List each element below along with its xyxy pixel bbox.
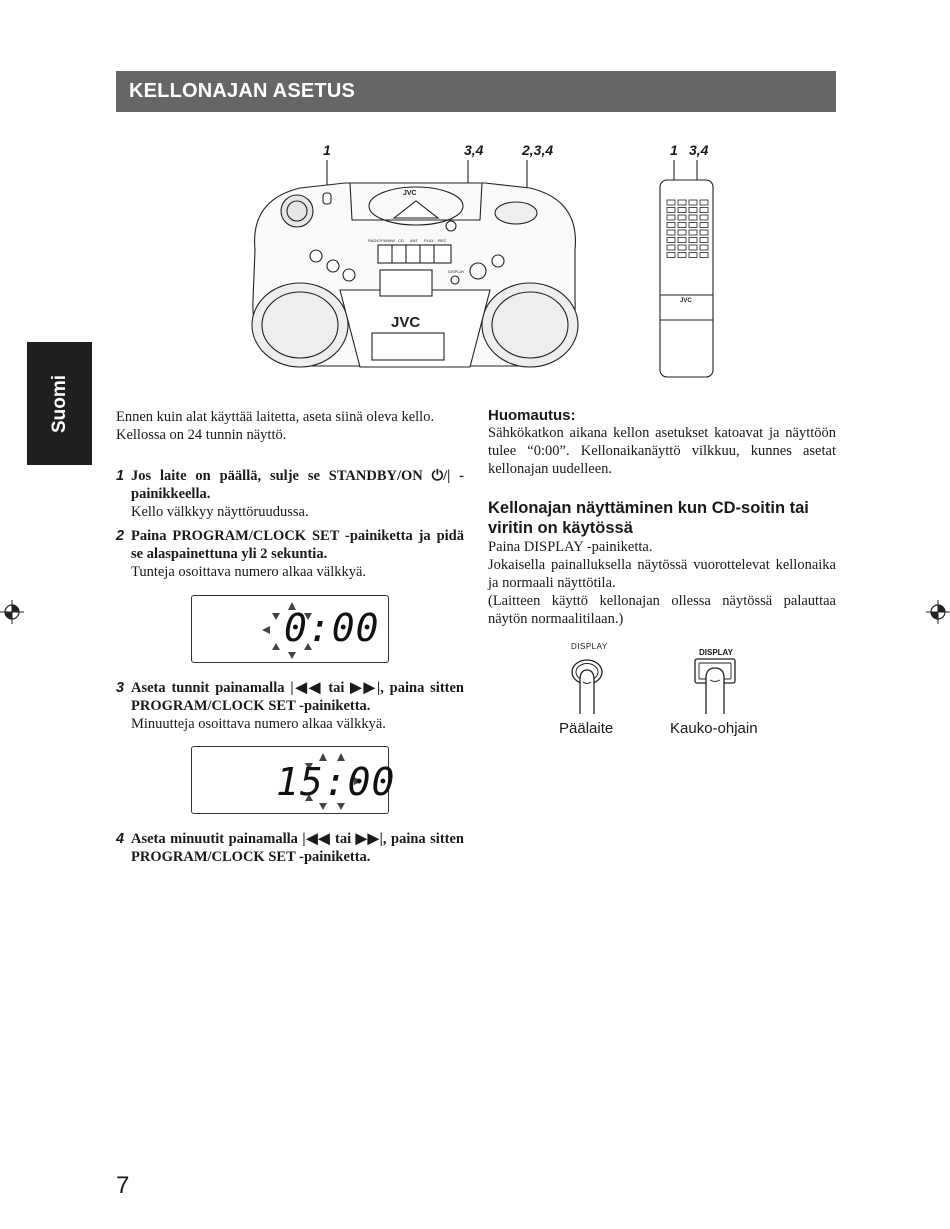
remote-key	[689, 238, 697, 243]
remote-key	[667, 253, 675, 258]
note-text: Sähkökatkon aikana kellon asetukset katoavat ja näyttöön tulee “0:00”. Kellonaikanäyttö vilkkuu, kunnes asetat kellonajan uudelleen.	[488, 425, 836, 477]
step-instruction: Paina PROGRAM/CLOCK SET -painiketta ja pidä se alaspainettuna yli 2 sekuntia.	[131, 528, 464, 562]
step-1	[116, 467, 464, 521]
remote-display-label: DISPLAY	[699, 648, 733, 657]
lcd-display-minutes	[191, 746, 396, 814]
step-number: 2	[116, 528, 125, 544]
remote-key	[700, 200, 708, 205]
section-line-2: Jokaisella painalluksella näytössä vuorottelevat kellonaika ja normaali näyttötila.	[488, 557, 836, 591]
step-instruction: Jos laite on päällä, sulje se STANDBY/ON ⏻/| -painikkeella.	[131, 468, 464, 502]
brand-logo-small: JVC	[403, 190, 417, 197]
remote-key	[678, 208, 686, 213]
callout-remote-1: 1	[670, 142, 678, 158]
callout-remote-3-4: 3,4	[689, 142, 709, 158]
remote-key	[678, 200, 686, 205]
remote-key	[700, 208, 708, 213]
remote-key	[667, 230, 675, 235]
panel-label-cd: CD	[398, 238, 404, 243]
callout-2-3-4: 2,3,4	[522, 142, 554, 158]
section-line-3: (Laitteen käyttö kellonajan ollessa näytössä palauttaa näytön normaalitilaan.)	[488, 593, 836, 627]
remote-key	[689, 253, 697, 258]
step-result: Minuutteja osoittava numero alkaa välkkyä.	[131, 716, 386, 732]
section-header	[116, 71, 836, 112]
registration-mark-icon	[926, 600, 950, 624]
remote-key	[678, 223, 686, 228]
remote-key	[667, 238, 675, 243]
step-number: 4	[116, 831, 125, 847]
panel-label-ant: ANT	[410, 238, 418, 243]
main-unit-caption: Päälaite	[559, 720, 614, 737]
panel-label-radio: RADIO	[368, 238, 381, 243]
remote-key	[678, 253, 686, 258]
remote-key	[689, 215, 697, 220]
clock-readout: 0:00	[284, 606, 380, 650]
panel-label-fm: FM/MW	[381, 238, 395, 243]
section-heading: Kellonajan näyttäminen kun CD-soitin tai viritin on käytössä	[488, 499, 809, 537]
step-2	[116, 527, 464, 581]
remote-illustration	[655, 155, 720, 385]
remote-key	[678, 238, 686, 243]
lcd-display-hours	[191, 595, 389, 663]
clock-readout: 15:00	[276, 760, 396, 804]
page-number: 7	[116, 1172, 130, 1199]
remote-key	[667, 245, 675, 250]
panel-label-display: DISPLAY	[448, 269, 465, 274]
step-result: Kello välkkyy näyttöruudussa.	[131, 504, 309, 520]
note-title: Huomautus:	[488, 407, 576, 424]
main-display-label: DISPLAY	[571, 642, 608, 651]
remote-key	[700, 245, 708, 250]
remote-key	[678, 245, 686, 250]
step-instruction: Aseta minuutit painamalla |◀◀ tai ▶▶|, paina sitten PROGRAM/CLOCK SET -painiketta.	[131, 831, 464, 865]
section-line-1: Paina DISPLAY -painiketta.	[488, 539, 653, 555]
remote-key	[689, 200, 697, 205]
remote-key	[700, 215, 708, 220]
callout-3-4: 3,4	[464, 142, 484, 158]
remote-key	[678, 215, 686, 220]
remote-key	[700, 238, 708, 243]
step-result: Tunteja osoittava numero alkaa välkkyä.	[131, 564, 367, 580]
step-number: 3	[116, 680, 125, 696]
remote-brand-logo: JVC	[680, 298, 692, 304]
remote-display-button-icon	[690, 656, 740, 716]
brand-logo: JVC	[391, 314, 421, 331]
registration-mark-icon	[0, 600, 24, 624]
remote-caption: Kauko-ohjain	[670, 720, 758, 737]
remote-key	[667, 200, 675, 205]
page-title: KELLONAJAN ASETUS	[129, 80, 356, 102]
remote-key	[678, 230, 686, 235]
remote-key	[667, 223, 675, 228]
step-number: 1	[116, 468, 125, 484]
step-4	[116, 830, 464, 866]
callout-1: 1	[323, 142, 331, 158]
remote-key	[689, 223, 697, 228]
remote-key	[689, 230, 697, 235]
remote-key	[700, 253, 708, 258]
boombox-illustration	[230, 155, 590, 380]
remote-key	[700, 223, 708, 228]
language-tab	[27, 342, 92, 465]
note-block	[488, 407, 836, 478]
intro-text: Ennen kuin alat käyttää laitetta, aseta siinä oleva kello. Kellossa on 24 tunnin näyttö.	[116, 409, 435, 443]
remote-key	[689, 208, 697, 213]
remote-key	[667, 208, 675, 213]
remote-key	[667, 215, 675, 220]
remote-key	[689, 245, 697, 250]
main-unit-display-button-icon	[560, 652, 614, 716]
display-clock-section	[488, 498, 836, 628]
language-tab-label: Suomi	[48, 374, 70, 433]
panel-label-rec: REC	[438, 238, 447, 243]
step-instruction: Aseta tunnit painamalla |◀◀ tai ▶▶|, paina sitten PROGRAM/CLOCK SET -painiketta.	[131, 680, 464, 714]
step-3	[116, 679, 464, 733]
panel-label-play: PLAY	[424, 238, 434, 243]
remote-key	[700, 230, 708, 235]
